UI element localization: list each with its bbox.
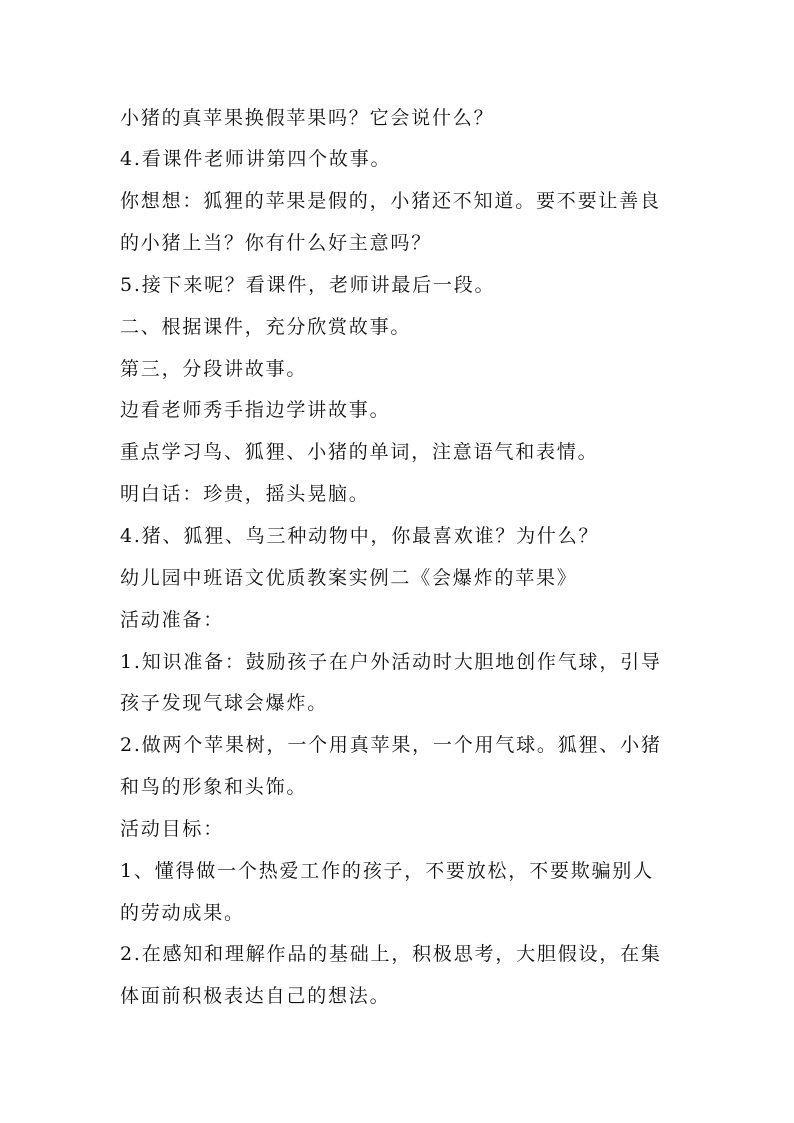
text-line: 的小猪上当？你有什么好主意吗？ (120, 232, 433, 254)
text-line: 1.知识准备：鼓励孩子在户外活动时大胆地创作气球，引导 (120, 651, 662, 673)
text-line: 孩子发现气球会爆炸。 (120, 692, 329, 714)
text-line: 体面前积极表达自己的想法。 (120, 985, 391, 1007)
text-line: 幼儿园中班语文优质教案实例二《会爆炸的苹果》 (120, 567, 578, 589)
text-line: 重点学习鸟、狐狸、小猪的单词，注意语气和表情。 (120, 441, 599, 463)
text-line: 和鸟的形象和头饰。 (120, 776, 308, 798)
text-line: 4.猪、狐狸、鸟三种动物中，你最喜欢谁？为什么？ (120, 525, 600, 547)
text-line: 2.做两个苹果树，一个用真苹果，一个用气球。狐狸、小猪 (120, 734, 662, 756)
text-line: 第三，分段讲故事。 (120, 358, 308, 380)
text-line: 5.接下来呢？看课件，老师讲最后一段。 (120, 274, 496, 296)
text-line: 边看老师秀手指边学讲故事。 (120, 399, 391, 421)
text-line: 4.看课件老师讲第四个故事。 (120, 148, 392, 170)
text-line: 小猪的真苹果换假苹果吗？它会说什么？ (120, 107, 495, 129)
text-line: 你想想：狐狸的苹果是假的，小猪还不知道。要不要让善良 (120, 190, 661, 212)
text-line: 二、根据课件，充分欣赏故事。 (120, 316, 412, 338)
text-line: 明白话：珍贵，摇头晃脑。 (120, 483, 370, 505)
text-line: 2.在感知和理解作品的基础上，积极思考，大胆假设，在集 (120, 943, 662, 965)
text-line: 活动准备： (120, 609, 225, 631)
text-line: 活动目标： (120, 818, 225, 840)
text-line: 1、懂得做一个热爱工作的孩子，不要放松，不要欺骗别人 (120, 860, 654, 882)
text-line: 的劳动成果。 (120, 902, 245, 924)
